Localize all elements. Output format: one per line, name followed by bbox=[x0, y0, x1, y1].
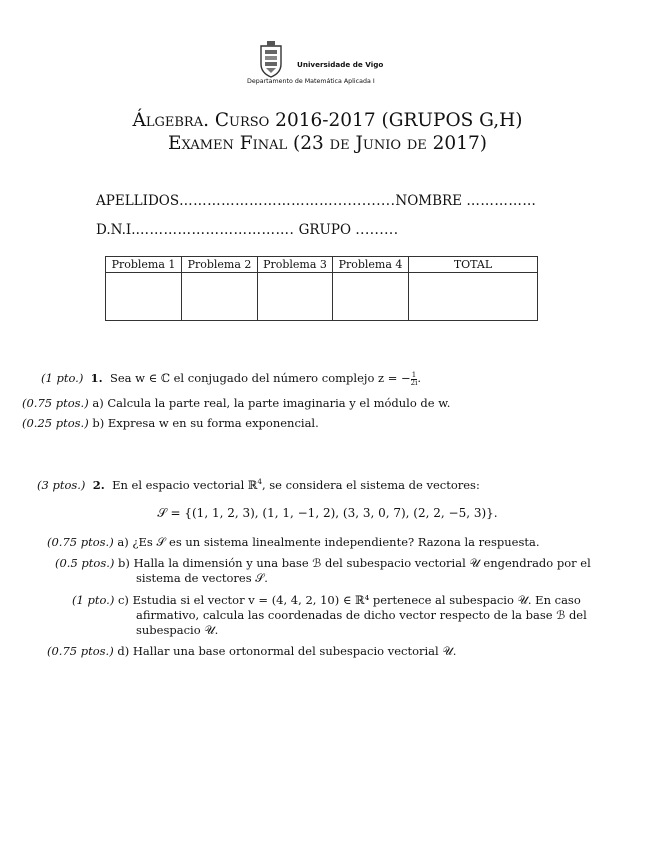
problem-2c-text-line2: afirmativo, calcula las coordenadas de dicho vector respecto de la base ℬ del bbox=[136, 608, 587, 622]
problem-1a-points: (0.75 ptos.) bbox=[22, 396, 89, 410]
problem-2-text: En el espacio vectorial ℝ bbox=[112, 478, 258, 492]
problem-2d-points: (0.75 ptos.) bbox=[47, 644, 114, 658]
problem-1-statement bbox=[41, 371, 421, 387]
grade-table bbox=[105, 256, 538, 321]
dni-field[interactable]: ……………………………. bbox=[135, 222, 295, 238]
problem-1-number: 1. bbox=[90, 371, 103, 385]
nombre-label: NOMBRE bbox=[395, 193, 463, 209]
problem-2a-label: a) bbox=[117, 535, 129, 549]
problem-2b-text-line2: sistema de vectores 𝒮. bbox=[136, 571, 268, 585]
problem-2b-text: Halla la dimensión y una base ℬ del subespacio vectorial 𝒰 engendrado por el bbox=[133, 556, 591, 570]
problem-2a-points: (0.75 ptos.) bbox=[47, 535, 114, 549]
grade-cell-p2[interactable] bbox=[182, 273, 258, 321]
problem-1-end: . bbox=[417, 371, 422, 385]
apellidos-label: APELLIDOS bbox=[96, 193, 180, 209]
problem-2-text-end: , se considera el sistema de vectores: bbox=[261, 478, 480, 492]
problem-2c-label: c) bbox=[117, 593, 129, 607]
problem-1-points: (1 pto.) bbox=[41, 371, 84, 385]
problem-2-points: (3 ptos.) bbox=[37, 478, 86, 492]
grade-cell-p1[interactable] bbox=[106, 273, 182, 321]
problem-2-sup: 4 bbox=[257, 478, 262, 487]
university-seal-icon bbox=[258, 40, 284, 78]
problem-2a-text: ¿Es 𝒮 es un sistema linealmente independiente? Razona la respuesta. bbox=[132, 535, 540, 549]
grupo-label: GRUPO bbox=[298, 222, 352, 238]
problem-2b-points: (0.5 ptos.) bbox=[55, 556, 115, 570]
problem-2d bbox=[47, 644, 456, 659]
university-name: Universidade de Vigo bbox=[297, 60, 384, 69]
nombre-field[interactable]: …………… bbox=[466, 193, 537, 209]
problem-1a bbox=[22, 396, 450, 410]
exam-title: Álgebra. Curso 2016-2017 (GRUPOS G,H) bbox=[132, 110, 523, 131]
problem-2d-text: Hallar una base ortonormal del subespacio vectorial 𝒰. bbox=[132, 644, 457, 658]
problem-2c-text-line3: subespacio 𝒰. bbox=[136, 623, 219, 637]
problem-2b-label: b) bbox=[118, 556, 130, 570]
grade-header-p1: Problema 1 bbox=[106, 257, 182, 273]
problem-1b-label: b) bbox=[92, 416, 105, 430]
name-fields bbox=[96, 193, 536, 209]
problem-2a bbox=[47, 535, 540, 550]
fraction-denominator: 2i bbox=[410, 378, 418, 387]
grupo-field[interactable]: ......... bbox=[355, 222, 399, 238]
problem-1a-text: Calcula la parte real, la parte imaginaria y el módulo de w. bbox=[107, 396, 451, 410]
problem-1-text: Sea w ∈ ℂ el conjugado del número complejo z = − bbox=[109, 371, 411, 385]
problem-2d-label: d) bbox=[117, 644, 130, 658]
exam-subtitle: Examen Final (23 de Junio de 2017) bbox=[168, 133, 487, 154]
problem-1b-text: Expresa w en su forma exponencial. bbox=[107, 416, 319, 430]
problem-2c-points: (1 pto.) bbox=[72, 593, 115, 607]
grade-header-p4: Problema 4 bbox=[333, 257, 409, 273]
problem-2-number: 2. bbox=[92, 478, 105, 492]
vector-system-formula: 𝒮 = {(1, 1, 2, 3), (1, 1, −1, 2), (3, 3, 0, 7), (2, 2, −5, 3)}. bbox=[157, 506, 498, 520]
department-name: Departamento de Matemática Aplicada I bbox=[247, 78, 375, 85]
grade-header-p2: Problema 2 bbox=[182, 257, 258, 273]
grade-header-p3: Problema 3 bbox=[258, 257, 333, 273]
problem-2b bbox=[55, 556, 591, 571]
grade-header-total: TOTAL bbox=[409, 257, 538, 273]
problem-2c bbox=[72, 593, 581, 608]
problem-1b-points: (0.25 ptos.) bbox=[22, 416, 89, 430]
grade-cell-total[interactable] bbox=[409, 273, 538, 321]
problem-1b bbox=[22, 416, 319, 430]
problem-1a-label: a) bbox=[92, 396, 104, 410]
dni-label: D.N.I. bbox=[96, 222, 136, 238]
problem-2c-text: Estudia si el vector v = (4, 4, 2, 10) ∈ ℝ⁴ pertenece al subespacio 𝒰. En caso bbox=[132, 593, 581, 607]
id-fields bbox=[96, 222, 399, 238]
apellidos-field[interactable]: ……………………………............. bbox=[179, 193, 396, 209]
fraction-numerator: 1 bbox=[411, 370, 417, 379]
grade-cell-p3[interactable] bbox=[258, 273, 333, 321]
grade-cell-p4[interactable] bbox=[333, 273, 409, 321]
problem-2-statement bbox=[37, 478, 480, 492]
